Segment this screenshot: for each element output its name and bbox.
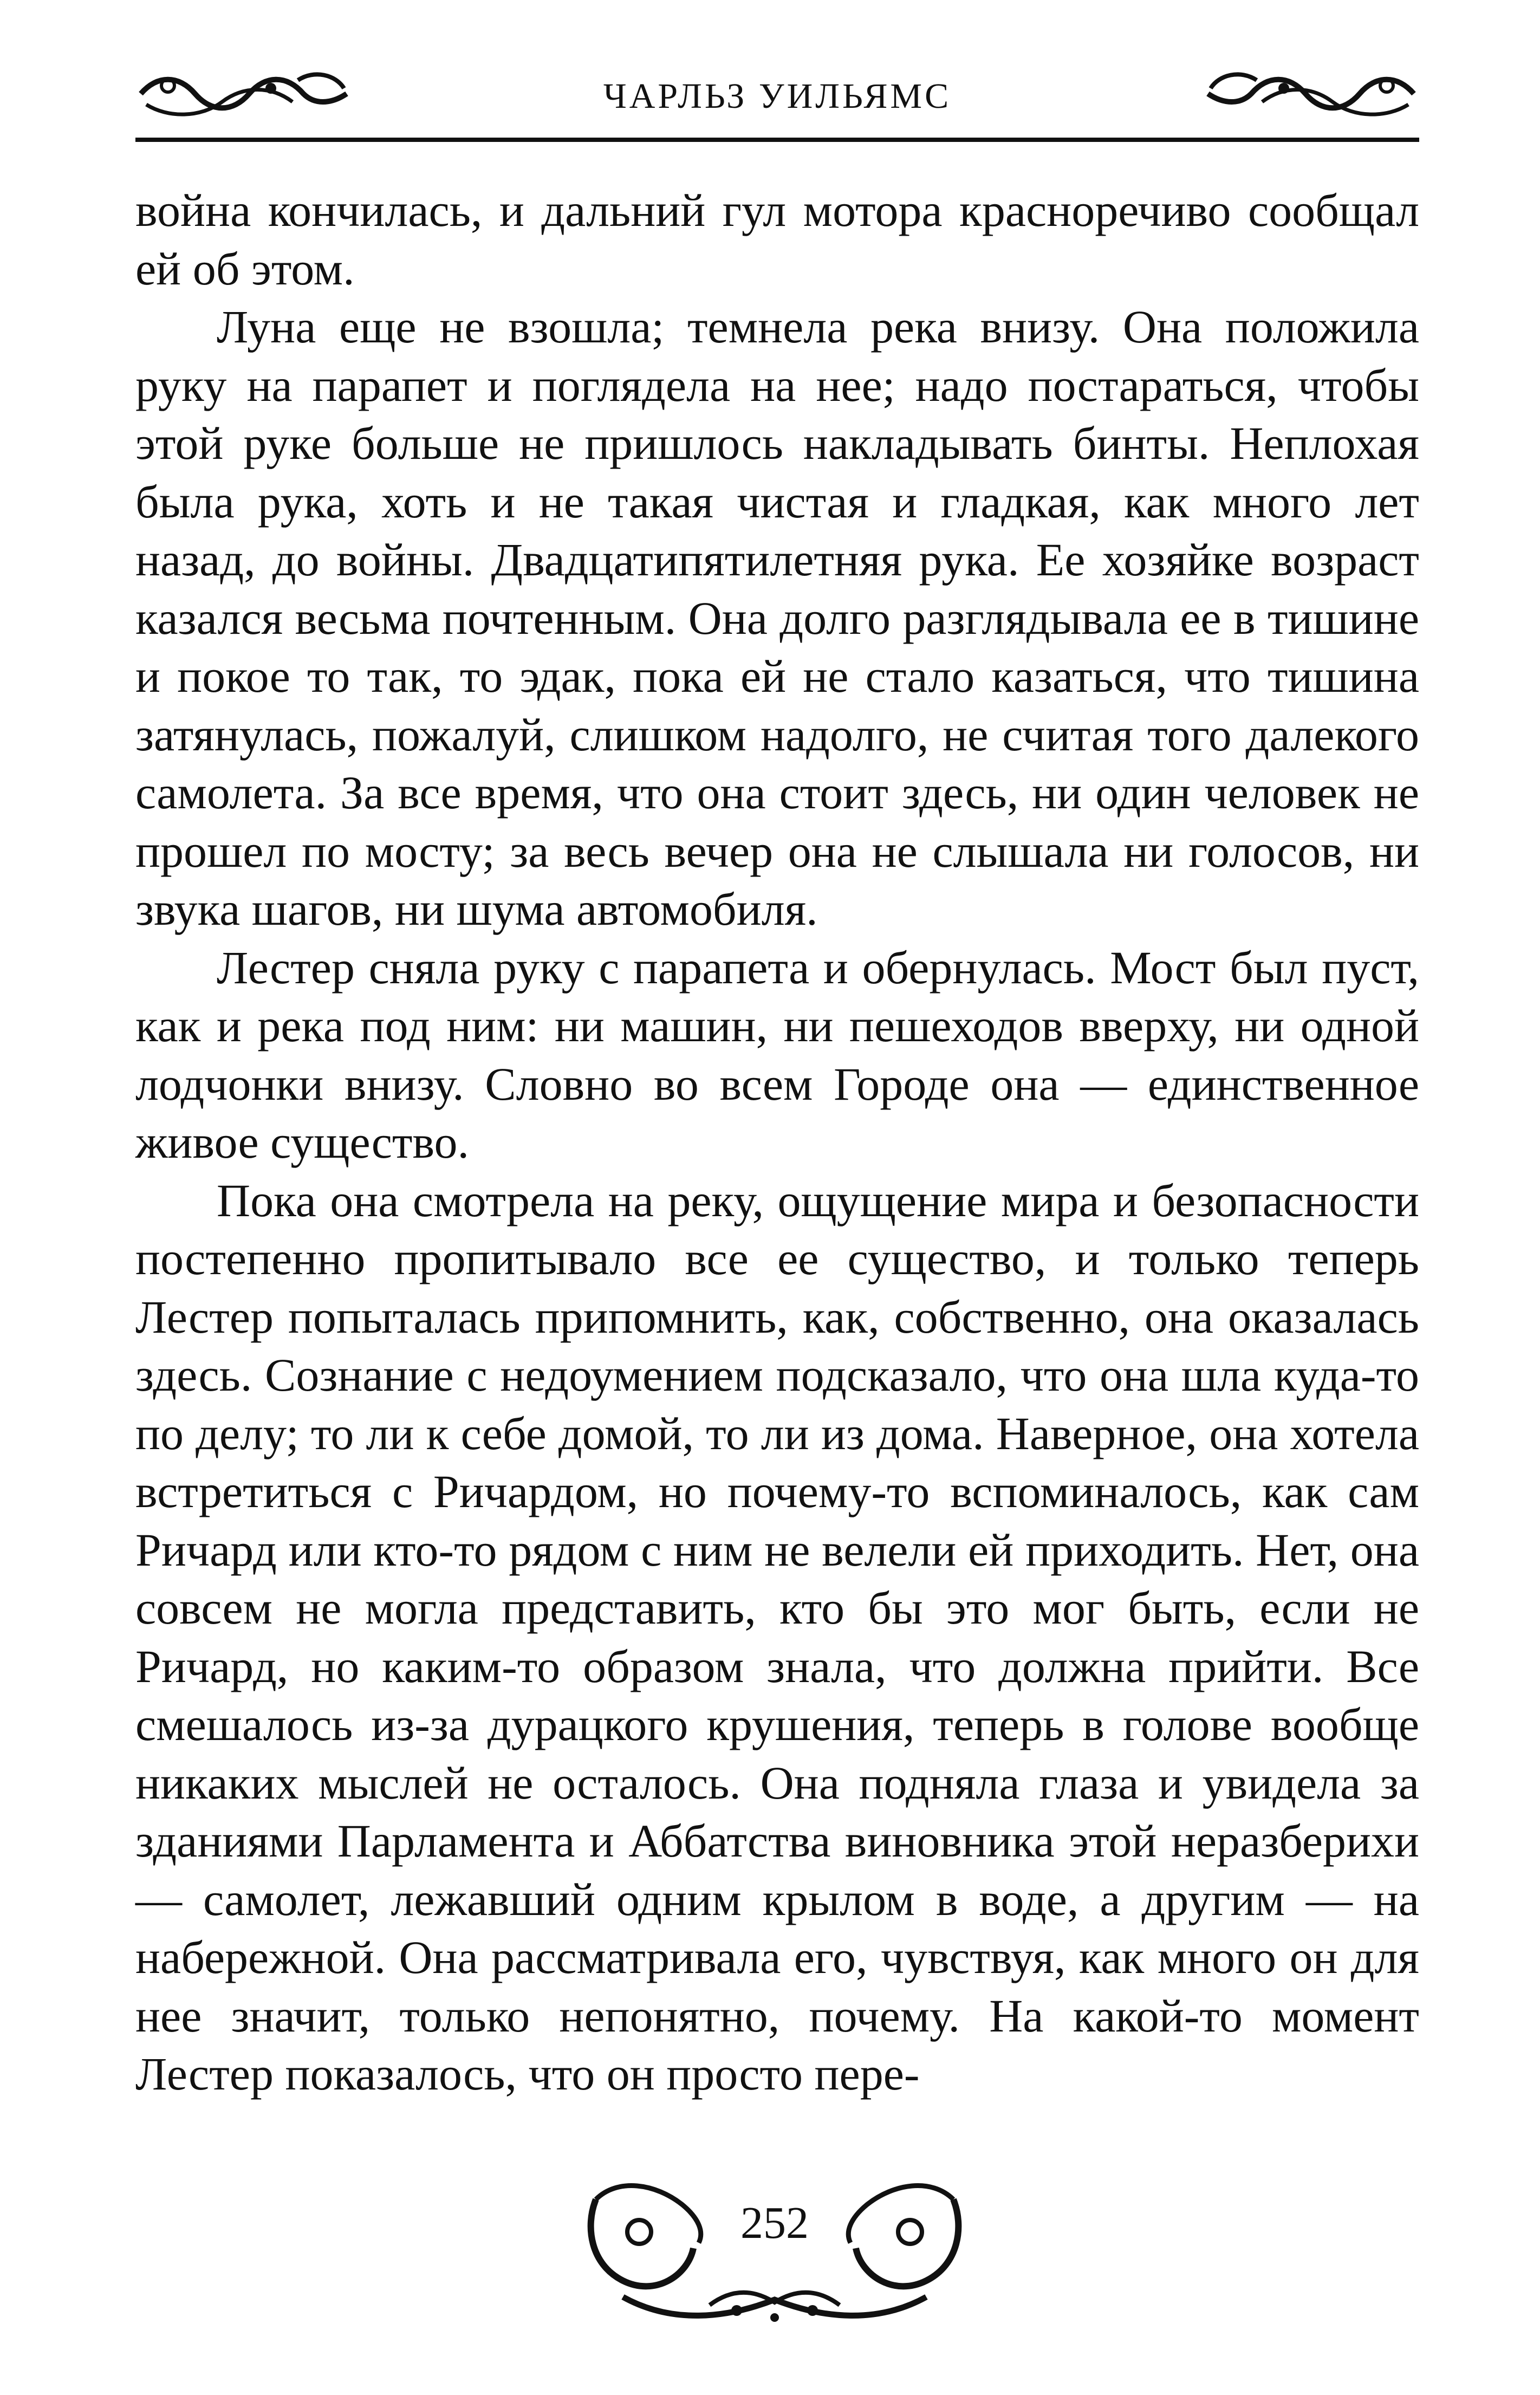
running-header: [135, 60, 1419, 141]
paragraph: война кончилась, и дальний гул мотора красноречиво сообщал ей об этом.: [135, 184, 1419, 295]
body-text: [135, 181, 1419, 2104]
paragraph: Лестер сняла руку с парапета и обернулась. Мост был пуст, как и река под ним: ни машин, ни пешеходов вверху, ни одной лодчонки внизу. Словно во всем Городе она — единственное живое существо.: [135, 941, 1419, 1168]
decorative-knot-icon: [1203, 64, 1419, 124]
page-number: 252: [740, 2198, 809, 2248]
running-title: ЧАРЛЬЗ УИЛЬЯМС: [603, 76, 952, 116]
paragraph: Луна еще не взошла; темнела река внизу. Она положила руку на парапет и поглядела на нее; надо постараться, чтобы этой руке больше не пришлось накладывать бинты. Неплохая была рука, хоть и не такая чистая и гладкая, как много лет назад, до войны. Двадцатипятилетняя рука. Ее хозяйке возраст казался весьма почтенным. Она долго разглядывала ее в тишине и покое то так, то эдак, пока ей не стало казаться, что тишина затянулась, пожалуй, слишком надолго, не считая того далекого самолета. За все время, что она стоит здесь, ни один человек не прошел по мосту; за весь вечер она не слышала ни голосов, ни звука шагов, ни шума автомобиля.: [135, 301, 1419, 935]
page-footer: [574, 2167, 975, 2329]
paragraph: Пока она смотрела на реку, ощущение мира и безопасности постепенно пропитывало все ее существо, и только теперь Лестер попыталась припомнить, как, собственно, она оказалась здесь. Сознание с недоумением подсказало, что она шла куда-то по делу; то ли к себе домой, то ли из дома. Наверное, она хотела встретиться с Ричардом, но почему-то вспоминалось, как сам Ричард или кто-то рядом с ним не велели ей приходить. Нет, она совсем не могла представить, кто бы это мог быть, если не Ричард, но каким-то образом знала, что должна прийти. Все смешалось из-за дурацкого крушения, теперь в голове вообще никаких мыслей не осталось. Она подняла глаза и увидела за зданиями Парламента и Аббатства виновника этой неразберихи — самолет, лежавший одним крылом в воде, а другим — на набережной. Она рассматривала его, чувствуя, как много он для нее значит, только непонятно, почему. На какой-то момент Лестер показалось, что он просто пере-: [135, 1174, 1419, 2100]
header-rule: [135, 138, 1419, 142]
